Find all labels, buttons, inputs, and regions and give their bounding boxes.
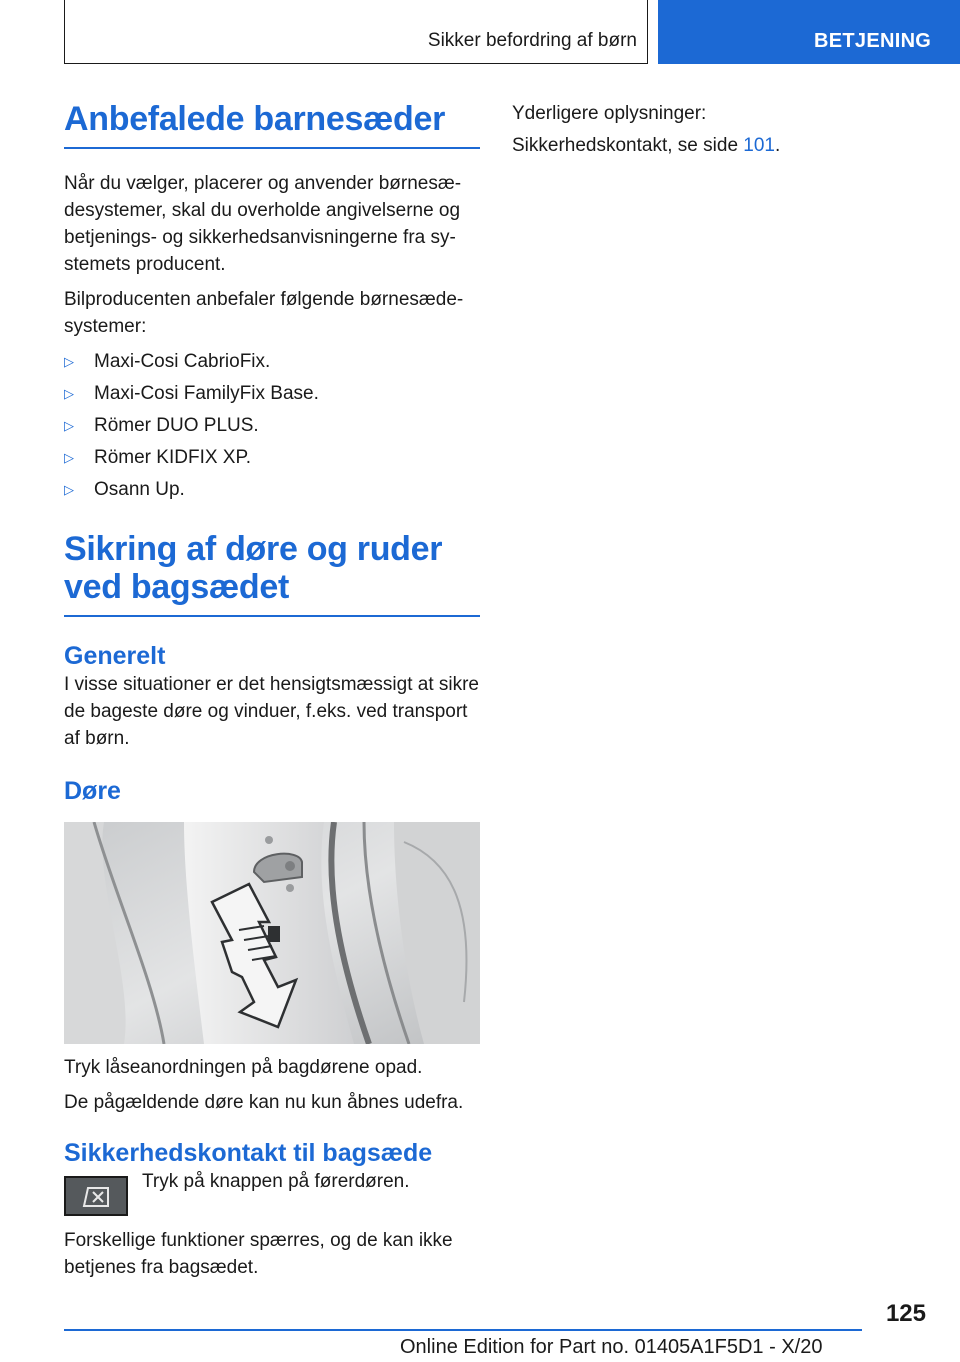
door-lock-photo xyxy=(64,822,480,1044)
triangle-bullet-icon: ▷ xyxy=(64,418,74,433)
left-column xyxy=(64,100,480,1281)
list-item: ▷ Maxi-Cosi FamilyFix Base. xyxy=(64,380,480,407)
page-number: 125 xyxy=(885,1300,926,1327)
switch-instruction-row xyxy=(64,1168,480,1214)
page-reference-link[interactable]: 101 xyxy=(743,135,775,156)
footer-divider xyxy=(64,1329,862,1331)
window-lock-button-icon xyxy=(64,1176,128,1216)
paragraph-more-info: Yderligere oplysninger: xyxy=(512,103,707,124)
list-item: ▷ Osann Up. xyxy=(64,476,480,503)
list-item: ▷ Römer DUO PLUS. xyxy=(64,412,480,439)
heading-rear-safety-switch: Sikkerhedskontakt til bagsæde xyxy=(64,1139,433,1167)
triangle-bullet-icon: ▷ xyxy=(64,450,74,465)
heading-recommended-seats: Anbefalede barnesæder xyxy=(64,100,480,149)
paragraph-seat-instructions: Når du vælger, placerer og anvender børnesæ-desystemer, skal du overholde angivelserne og betjenings- og sikkerhedsanvisningerne fra sy-stemets producent. xyxy=(64,173,462,275)
paragraph-manufacturer-recommends: Bilproducenten anbefaler følgende børnesæde-systemer: xyxy=(64,289,464,337)
header-chapter-tab[interactable]: BETJENING xyxy=(658,0,960,64)
paragraph-switch-result: Forskellige funktioner spærres, og de kan ikke betjenes fra bagsædet. xyxy=(64,1230,453,1278)
triangle-bullet-icon: ▷ xyxy=(64,354,74,369)
heading-general: Generelt xyxy=(64,642,166,670)
paragraph-doors-push: Tryk låseanordningen på bagdørene opad. xyxy=(64,1057,423,1078)
header-section-title: Sikker befordring af børn xyxy=(427,30,637,51)
list-item: ▷ Römer KIDFIX XP. xyxy=(64,444,480,471)
seat-list xyxy=(64,348,480,503)
list-item: ▷ Maxi-Cosi CabrioFix. xyxy=(64,348,480,375)
header-section-box xyxy=(64,0,648,64)
right-column xyxy=(512,100,912,159)
paragraph-switch-press: Tryk på knappen på førerdøren. xyxy=(142,1171,410,1192)
footer-edition: Online Edition for Part no. 01405A1F5D1 - X/20 xyxy=(400,1336,823,1358)
heading-doors: Døre xyxy=(64,777,121,805)
heading-door-window-safety: Sikring af døre og ruder ved bagsædet xyxy=(64,530,480,617)
paragraph-doors-result: De pågældende døre kan nu kun åbnes udefra. xyxy=(64,1092,464,1113)
triangle-bullet-icon: ▷ xyxy=(64,386,74,401)
triangle-bullet-icon: ▷ xyxy=(64,482,74,497)
paragraph-general: I visse situationer er det hensigtsmæssigt at sikre de bageste døre og vinduer, f.eks. ved transport af børn. xyxy=(64,674,480,749)
paragraph-reference: Sikkerhedskontakt, se side 101. xyxy=(512,135,781,156)
